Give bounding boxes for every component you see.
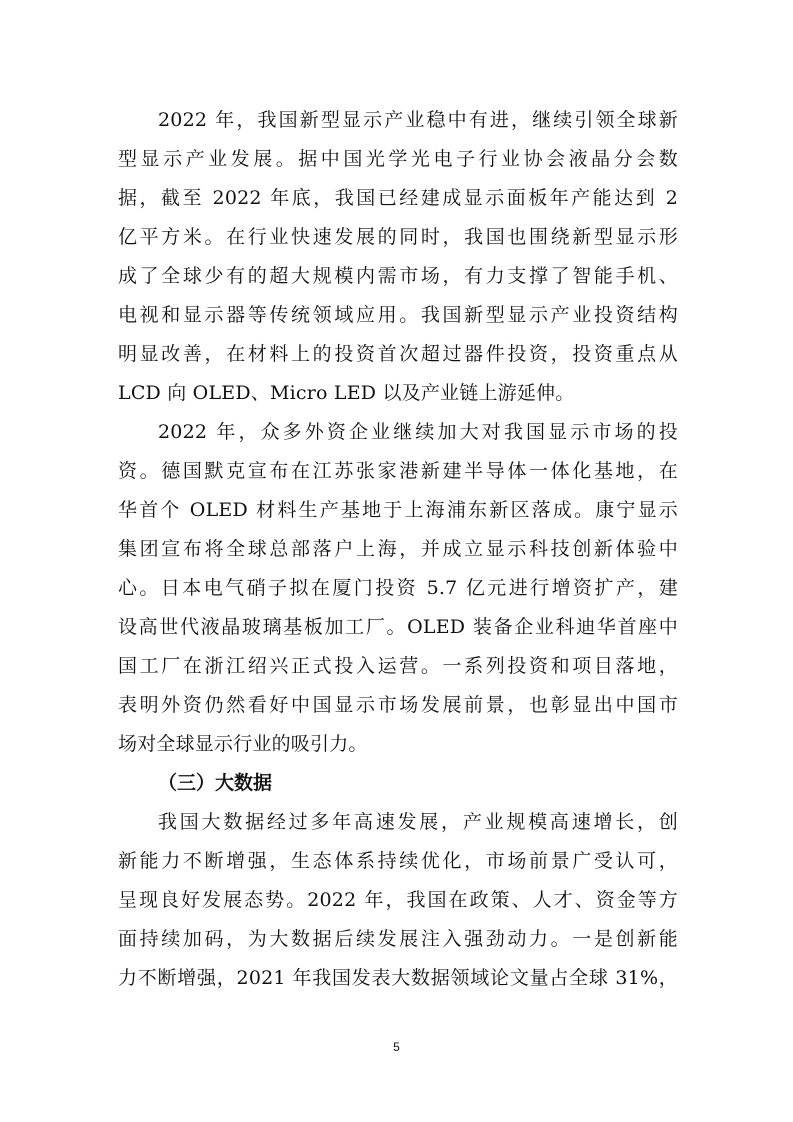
paragraph-line: 型显示产业发展。据中国光学光电子行业协会液晶分会数	[118, 148, 678, 170]
paragraph-line: 力不断增强，2021 年我国发表大数据领域论文量占全球 31%，	[118, 967, 678, 989]
paragraph-line: LCD 向 OLED、Micro LED 以及产业链上游延伸。	[118, 382, 575, 404]
paragraph-line: 成了全球少有的超大规模内需市场，有力支撑了智能手机、	[118, 265, 678, 287]
paragraph-line: 国工厂在浙江绍兴正式投入运营。一系列投资和项目落地，	[118, 655, 678, 677]
paragraph-line: 新能力不断增强，生态体系持续优化，市场前景广受认可，	[118, 850, 678, 872]
paragraph-line: 据，截至 2022 年底，我国已经建成显示面板年产能达到 2	[118, 187, 678, 209]
paragraph-line: 电视和显示器等传统领域应用。我国新型显示产业投资结构	[118, 304, 678, 326]
paragraph-line: 面持续加码，为大数据后续发展注入强劲动力。一是创新能	[118, 928, 678, 950]
paragraph-line: 心。日本电气硝子拟在厦门投资 5.7 亿元进行增资扩产，建	[118, 577, 678, 599]
paragraph-line: 2022 年，我国新型显示产业稳中有进，继续引领全球新	[158, 109, 678, 131]
paragraph-line: 2022 年，众多外资企业继续加大对我国显示市场的投	[158, 421, 678, 443]
paragraph-line: 我国大数据经过多年高速发展，产业规模高速增长，创	[158, 811, 678, 833]
paragraph-line: 呈现良好发展态势。2022 年，我国在政策、人才、资金等方	[118, 889, 678, 911]
paragraph-line: 亿平方米。在行业快速发展的同时，我国也围绕新型显示形	[118, 226, 678, 248]
paragraph-line: 集团宣布将全球总部落户上海，并成立显示科技创新体验中	[118, 538, 678, 560]
paragraph-line: 华首个 OLED 材料生产基地于上海浦东新区落成。康宁显示	[118, 499, 678, 521]
paragraph-line: 明显改善，在材料上的投资首次超过器件投资，投资重点从	[118, 343, 678, 365]
section-heading: （三）大数据	[158, 772, 273, 794]
paragraph-line: 场对全球显示行业的吸引力。	[118, 733, 368, 755]
page-number: 5	[393, 1040, 400, 1054]
paragraph-line: 资。德国默克宣布在江苏张家港新建半导体一体化基地，在	[118, 460, 678, 482]
paragraph-line: 表明外资仍然看好中国显示市场发展前景，也彰显出中国市	[118, 694, 678, 716]
paragraph-line: 设高世代液晶玻璃基板加工厂。OLED 装备企业科迪华首座中	[118, 616, 678, 638]
